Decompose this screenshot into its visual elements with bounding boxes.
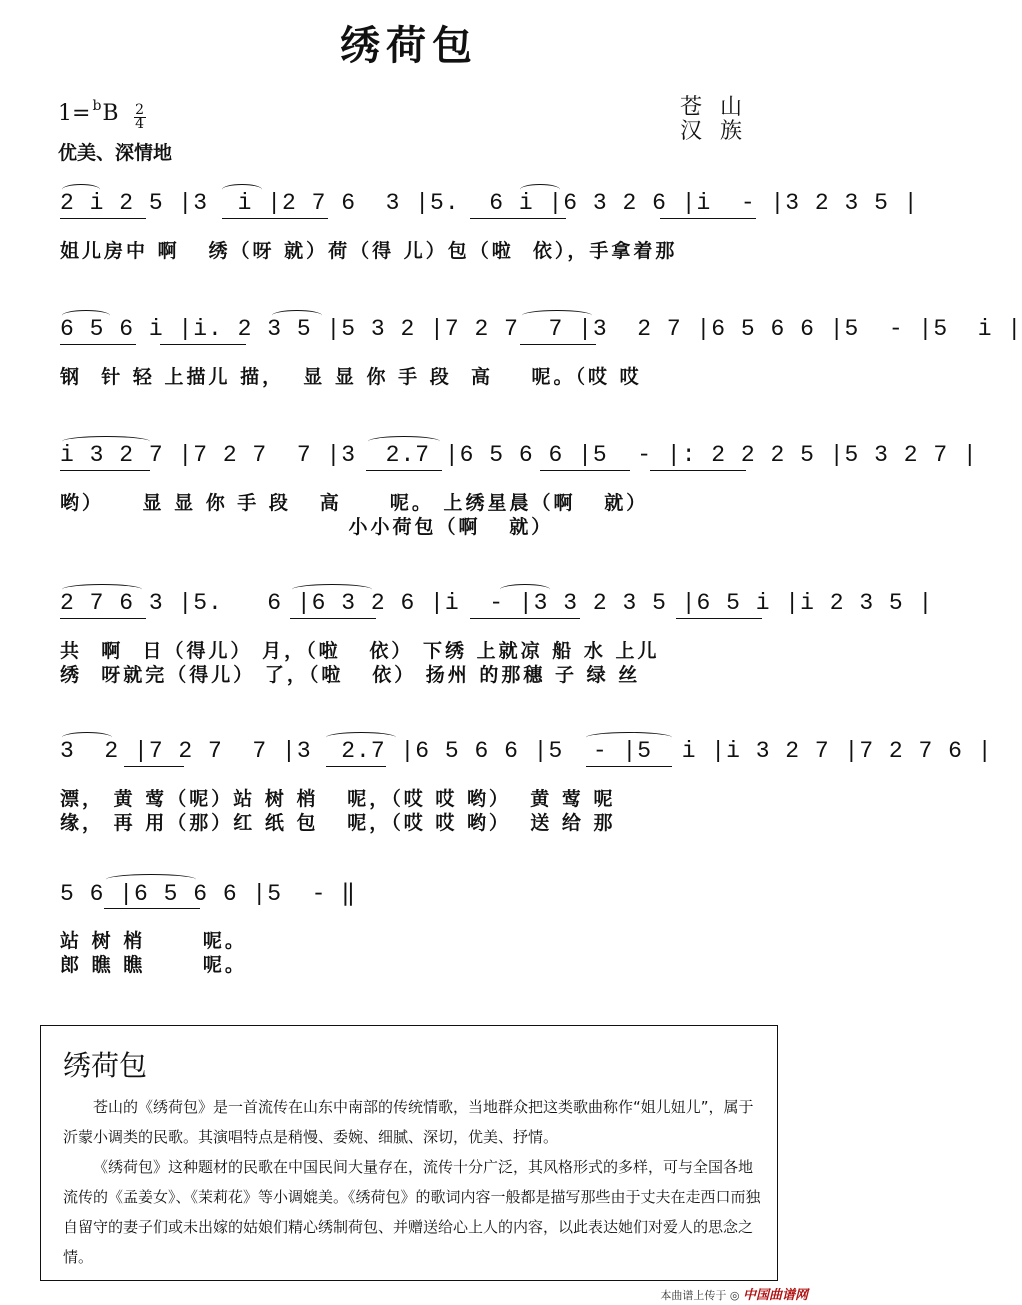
score-system-2: [0, 316, 1022, 396]
beam-line: [366, 470, 442, 471]
score-system-3: [0, 442, 978, 542]
slur-mark: [292, 584, 372, 595]
beam-line: [222, 218, 328, 219]
info-paragraph-2: 《绣荷包》这种题材的民歌在中国民间大量存在，流传十分广泛，其风格形式的多样，可与全国各地流传的《孟姜女》、《茉莉花》等小调媲美。《绣荷包》的歌词内容一般都是描写那些由于丈夫在走西口而独自留守的妻子们或未出嫁的姑娘们精心绣制荷包、并赠送给心上人的内容，以此表达她们对爱人的思念之情。: [63, 1158, 761, 1266]
site-brand[interactable]: 中国曲谱网: [742, 1288, 808, 1303]
slur-mark: [500, 584, 550, 595]
beam-line: [124, 766, 184, 767]
beam-line: [470, 218, 566, 219]
lyric-line-1: 站 树 梢 呢。: [60, 930, 247, 952]
beam-line: [660, 218, 756, 219]
slur-mark: [522, 310, 592, 321]
slur-mark: [586, 732, 672, 743]
score-system-5: [0, 738, 993, 838]
song-title: 绣荷包: [340, 22, 478, 69]
notation-line: 3 2 |7 2 7 7 |3 2.7 |6 5 6 6 |5 - |5 i |i 3 2 7 |7 2 7 6 |: [60, 738, 993, 764]
lyric-line-1: 共 啊 日（得儿） 月，（啦 依） 下绣 上就凉 船 水 上儿: [60, 640, 660, 662]
key-prefix: 1=: [58, 101, 91, 126]
time-signature: [134, 104, 146, 131]
slur-mark: [62, 310, 110, 321]
flat-sign: b: [92, 98, 102, 114]
beam-line: [104, 908, 200, 909]
lyric-line-1: 哟） 显 显 你 手 段 高 呢。 上绣星晨（啊 就）: [60, 492, 649, 514]
lyric-line-2: 绣 呀就完（得儿） 了，（啦 依） 扬州 的那穗 子 绿 丝: [60, 664, 641, 686]
notation-line: 2 i 2 5 |3 i |2 7 6 3 |5. 6 i |6 3 2 6 |i - |3 2 3 5 |: [60, 190, 919, 216]
footer-text: 本曲谱上传于: [660, 1289, 727, 1302]
beam-line: [326, 766, 386, 767]
slur-mark: [222, 184, 262, 195]
tempo-marking: 优美、深情地: [58, 142, 173, 164]
lyric-line-2: 小小荷包（啊 就）: [60, 516, 554, 538]
slur-mark: [62, 732, 112, 743]
beam-line: [520, 344, 596, 345]
info-paragraph-1: 苍山的《绣荷包》是一首流传在山东中南部的传统情歌，当地群众把这类歌曲称作“姐儿妞儿”，属于沂蒙小调类的民歌。其演唱特点是稍慢、委婉、细腻、深切，优美、抒情。: [63, 1098, 754, 1146]
footer-credit: [660, 1284, 808, 1303]
slur-mark: [62, 584, 142, 595]
lyric-line-1: 漂， 黄 莺（呢）站 树 梢 呢，（哎 哎 哟） 黄 莺 呢: [60, 788, 616, 810]
slur-mark: [62, 436, 150, 447]
info-heading: 绣荷包: [63, 1049, 148, 1082]
slur-mark: [326, 732, 396, 743]
site-logo-icon: ◎: [729, 1289, 740, 1302]
song-info-box: [40, 1025, 778, 1281]
meter-top: 2: [135, 102, 145, 118]
slur-mark: [520, 184, 560, 195]
notation-line: 5 6 |6 5 6 6 |5 - ‖: [60, 881, 357, 907]
beam-line: [470, 618, 580, 619]
beam-line: [676, 618, 762, 619]
key-signature: [58, 98, 146, 131]
credit-ethnicity: 汉族: [680, 119, 761, 144]
credit-origin: 苍山: [680, 95, 761, 120]
slur-mark: [62, 184, 100, 195]
lyric-line-1: 姐儿房中 啊 绣（呀 就）荷（得 儿）包（啦 依），手拿着那: [60, 240, 678, 262]
beam-line: [540, 470, 630, 471]
lyric-line-1: 钢 针 轻 上描儿 描， 显 显 你 手 段 高 呢。（哎 哎: [60, 366, 642, 388]
beam-line: [60, 618, 146, 619]
beam-line: [586, 766, 672, 767]
notation-line: i 3 2 7 |7 2 7 7 |3 2.7 |6 5 6 6 |5 - |: 2 2 2 5 |5 3 2 7 |: [60, 442, 978, 468]
lyric-line-2: 缘， 再 用（那）红 纸 包 呢，（哎 哎 哟） 送 给 那: [60, 812, 616, 834]
notation-line: 2 7 6 3 |5. 6 |6 3 2 6 |i - |3 3 2 3 5 |6 5 i |i 2 3 5 |: [60, 590, 934, 616]
beam-line: [290, 618, 376, 619]
slur-mark: [272, 310, 322, 321]
beam-line: [160, 344, 246, 345]
beam-line: [60, 470, 150, 471]
score-system-1: [0, 190, 919, 270]
slur-mark: [106, 874, 196, 885]
meter-bottom: 4: [135, 116, 145, 132]
beam-line: [650, 470, 746, 471]
key-note: B: [102, 101, 119, 126]
slur-mark: [368, 436, 440, 447]
score-system-4: [0, 590, 934, 690]
beam-line: [60, 218, 146, 219]
beam-line: [60, 344, 136, 345]
score-system-6: [0, 880, 818, 980]
lyric-line-2: 郎 瞧 瞧 呢。: [60, 954, 247, 976]
notation-line: 6 5 6 i |i. 2 3 5 |5 3 2 |7 2 7 7 |3 2 7 |6 5 6 6 |5 - |5 i |: [60, 316, 1022, 342]
